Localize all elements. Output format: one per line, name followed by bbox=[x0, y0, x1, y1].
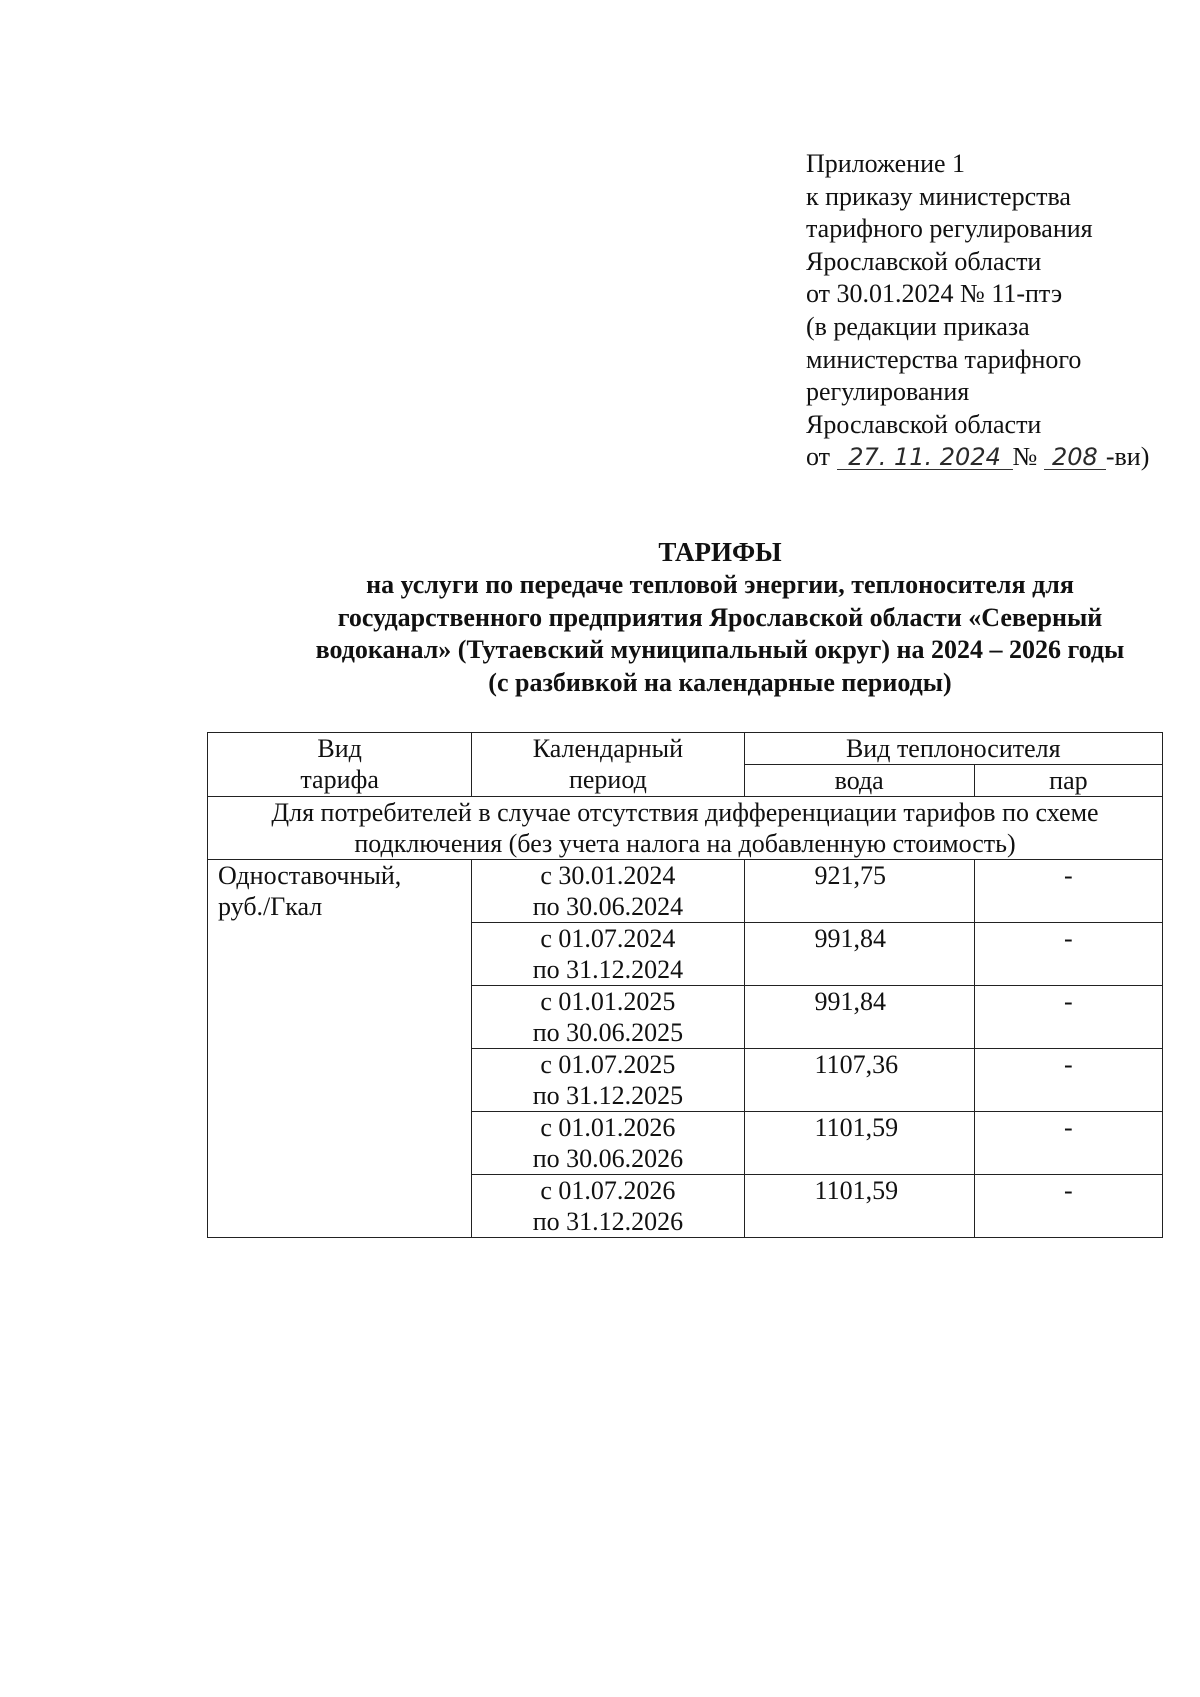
steam-value: - bbox=[974, 860, 1162, 923]
period-from: с 30.01.2024 bbox=[540, 861, 676, 890]
title-line: на услуги по передаче тепловой энергии, теплоносителя для bbox=[366, 569, 1074, 599]
period-from: с 01.01.2025 bbox=[540, 987, 676, 1016]
number-sign: № bbox=[1012, 442, 1038, 472]
period-from: с 01.07.2024 bbox=[540, 924, 676, 953]
title-line: (с разбивкой на календарные периоды) bbox=[488, 668, 952, 698]
water-value: 1107,36 bbox=[744, 1049, 974, 1112]
header-kind-line2: тарифа bbox=[300, 765, 379, 794]
water-value: 1101,59 bbox=[744, 1175, 974, 1238]
title-main: ТАРИФЫ bbox=[658, 537, 782, 567]
title-line: водоканал» (Тутаевский муниципальный округ) на 2024 – 2026 годы bbox=[315, 635, 1125, 665]
handwritten-number: 208 bbox=[1044, 445, 1106, 470]
header-kind-line1: Вид bbox=[317, 734, 362, 763]
period-cell bbox=[472, 923, 744, 986]
tariff-table bbox=[207, 732, 1163, 1238]
appendix-line: Ярославской области bbox=[806, 246, 1042, 276]
steam-value: - bbox=[974, 986, 1162, 1049]
header-tariff-kind bbox=[208, 733, 472, 797]
steam-value: - bbox=[974, 923, 1162, 986]
period-to: по 30.06.2024 bbox=[532, 892, 684, 921]
tariff-kind-line2: руб./Гкал bbox=[218, 892, 323, 921]
period-to: по 31.12.2026 bbox=[532, 1207, 684, 1236]
appendix-line: от 30.01.2024 № 11-птэ bbox=[806, 279, 1063, 309]
water-value: 991,84 bbox=[744, 986, 974, 1049]
document-title bbox=[200, 536, 1200, 700]
group-line1: Для потребителей в случае отсутствия дифференциации тарифов по схеме bbox=[271, 798, 1099, 827]
consumer-group-label bbox=[208, 797, 1163, 860]
appendix-line: Ярославской области bbox=[806, 409, 1042, 439]
header-period-line2: период bbox=[568, 765, 647, 794]
appendix-amendment-line bbox=[806, 441, 1186, 474]
water-value: 921,75 bbox=[744, 860, 974, 923]
period-to: по 31.12.2024 bbox=[532, 955, 684, 984]
appendix-line: к приказу министерства bbox=[806, 181, 1071, 211]
steam-value: - bbox=[974, 1112, 1162, 1175]
appendix-line: министерства тарифного bbox=[806, 344, 1082, 374]
appendix-line: Приложение 1 bbox=[806, 149, 966, 178]
period-cell bbox=[472, 1175, 744, 1238]
header-heat-carrier: Вид теплоносителя bbox=[744, 733, 1162, 765]
appendix-line: регулирования bbox=[806, 377, 970, 407]
header-calendar-period bbox=[472, 733, 744, 797]
water-value: 991,84 bbox=[744, 923, 974, 986]
period-to: по 30.06.2026 bbox=[532, 1144, 684, 1173]
header-period-line1: Календарный bbox=[532, 734, 684, 763]
handwritten-date: 27. 11. 2024 bbox=[837, 445, 1013, 470]
period-cell bbox=[472, 986, 744, 1049]
period-to: по 31.12.2025 bbox=[532, 1081, 684, 1110]
tariff-kind-line1: Одноставочный, bbox=[218, 861, 402, 890]
steam-value: - bbox=[974, 1175, 1162, 1238]
title-line: государственного предприятия Ярославской области «Северный bbox=[337, 602, 1103, 632]
table-group-row bbox=[208, 797, 1163, 860]
period-from: с 01.07.2025 bbox=[540, 1050, 676, 1079]
period-cell bbox=[472, 1112, 744, 1175]
appendix-line: тарифного регулирования bbox=[806, 214, 1093, 244]
appendix-header bbox=[806, 148, 1186, 474]
period-cell bbox=[472, 1049, 744, 1112]
period-from: с 01.07.2026 bbox=[540, 1176, 676, 1205]
header-water: вода bbox=[744, 765, 974, 797]
group-line2: подключения (без учета налога на добавленную стоимость) bbox=[354, 829, 1016, 858]
steam-value: - bbox=[974, 1049, 1162, 1112]
water-value: 1101,59 bbox=[744, 1112, 974, 1175]
table-header-row bbox=[208, 733, 1163, 765]
period-to: по 30.06.2025 bbox=[532, 1018, 684, 1047]
tariff-kind-cell bbox=[208, 860, 472, 1238]
period-from: с 01.01.2026 bbox=[540, 1113, 676, 1142]
header-steam: пар bbox=[974, 765, 1162, 797]
amendment-prefix: от bbox=[806, 442, 831, 472]
amendment-suffix: -ви) bbox=[1105, 442, 1150, 472]
table-row bbox=[208, 860, 1163, 923]
period-cell bbox=[472, 860, 744, 923]
appendix-line: (в редакции приказа bbox=[806, 311, 1030, 341]
